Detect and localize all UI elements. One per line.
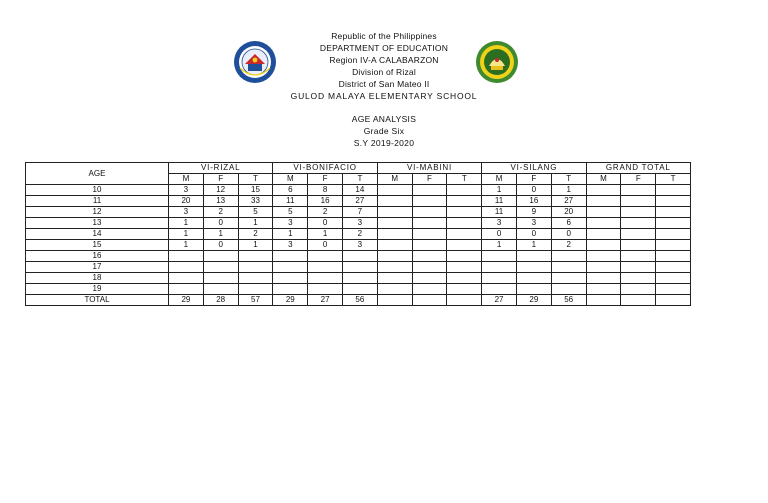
count-cell: 3 (482, 218, 517, 229)
count-cell (412, 218, 447, 229)
count-cell: 6 (273, 185, 308, 196)
school-seal-icon (475, 40, 519, 84)
report-heading (0, 113, 768, 149)
header-line-district: District of San Mateo II (338, 79, 430, 89)
count-cell (447, 262, 482, 273)
count-cell (482, 251, 517, 262)
table-row (26, 262, 691, 273)
count-cell (621, 185, 656, 196)
count-cell (447, 229, 482, 240)
count-cell (342, 273, 377, 284)
count-cell (273, 284, 308, 295)
count-cell: 20 (551, 207, 586, 218)
count-cell (273, 262, 308, 273)
count-cell: 0 (516, 185, 551, 196)
count-cell: 1 (308, 229, 343, 240)
count-cell: 3 (273, 240, 308, 251)
count-cell (551, 251, 586, 262)
count-cell: 2 (308, 207, 343, 218)
group-header-bonifacio: VI-BONIFACIO (273, 163, 377, 174)
count-cell: 0 (482, 229, 517, 240)
count-cell (551, 284, 586, 295)
age-analysis-table (25, 162, 691, 306)
count-cell (482, 284, 517, 295)
table-row (26, 251, 691, 262)
count-cell (586, 262, 621, 273)
count-cell: 12 (203, 185, 238, 196)
table-row (26, 240, 691, 251)
count-cell (621, 251, 656, 262)
count-cell (273, 251, 308, 262)
count-cell (447, 284, 482, 295)
count-cell (238, 273, 273, 284)
total-cell: 57 (238, 295, 273, 306)
total-cell: 29 (273, 295, 308, 306)
count-cell: 5 (238, 207, 273, 218)
sub-header-female: F (412, 174, 447, 185)
sub-header-male: M (169, 174, 204, 185)
count-cell: 20 (169, 196, 204, 207)
total-cell (656, 295, 691, 306)
age-cell: 18 (26, 273, 169, 284)
count-cell: 11 (273, 196, 308, 207)
count-cell (203, 284, 238, 295)
age-cell: 10 (26, 185, 169, 196)
count-cell (342, 262, 377, 273)
table-group-header-row (26, 163, 691, 174)
age-cell: 14 (26, 229, 169, 240)
count-cell: 1 (482, 240, 517, 251)
count-cell: 1 (169, 218, 204, 229)
sub-header-male: M (273, 174, 308, 185)
header-line-division: Division of Rizal (352, 67, 416, 77)
count-cell (656, 185, 691, 196)
total-label: TOTAL (26, 295, 169, 306)
count-cell: 0 (308, 218, 343, 229)
count-cell (342, 284, 377, 295)
count-cell: 3 (273, 218, 308, 229)
school-name: GULOD MALAYA ELEMENTARY SCHOOL (290, 91, 478, 101)
count-cell (412, 229, 447, 240)
count-cell (621, 196, 656, 207)
sub-header-total: T (238, 174, 273, 185)
count-cell: 33 (238, 196, 273, 207)
group-header-grand-total: GRAND TOTAL (586, 163, 690, 174)
table-row (26, 196, 691, 207)
count-cell (551, 273, 586, 284)
table-total-row (26, 295, 691, 306)
sub-header-total: T (656, 174, 691, 185)
count-cell (377, 229, 412, 240)
count-cell (377, 273, 412, 284)
count-cell: 1 (169, 229, 204, 240)
group-header-mabini: VI-MABINI (377, 163, 481, 174)
sub-header-total: T (342, 174, 377, 185)
report-title: AGE ANALYSIS (351, 114, 417, 124)
report-school-year: S.Y 2019-2020 (353, 138, 415, 148)
count-cell (203, 273, 238, 284)
count-cell: 1 (203, 229, 238, 240)
count-cell (516, 284, 551, 295)
count-cell (656, 273, 691, 284)
count-cell: 0 (516, 229, 551, 240)
count-cell (551, 262, 586, 273)
count-cell: 14 (342, 185, 377, 196)
count-cell (656, 262, 691, 273)
header-line-region: Region IV-A CALABARZON (329, 55, 439, 65)
count-cell: 1 (238, 240, 273, 251)
age-cell: 13 (26, 218, 169, 229)
total-cell (621, 295, 656, 306)
age-cell: 19 (26, 284, 169, 295)
table-row (26, 207, 691, 218)
count-cell (586, 207, 621, 218)
count-cell (656, 229, 691, 240)
count-cell: 27 (551, 196, 586, 207)
count-cell: 3 (169, 185, 204, 196)
count-cell (586, 273, 621, 284)
count-cell: 0 (551, 229, 586, 240)
count-cell (482, 262, 517, 273)
count-cell (203, 251, 238, 262)
count-cell: 0 (203, 218, 238, 229)
count-cell (656, 218, 691, 229)
count-cell: 9 (516, 207, 551, 218)
count-cell (308, 273, 343, 284)
count-cell: 3 (169, 207, 204, 218)
count-cell: 0 (203, 240, 238, 251)
group-header-silang: VI-SILANG (482, 163, 586, 174)
total-cell: 56 (551, 295, 586, 306)
count-cell (412, 284, 447, 295)
count-cell (377, 262, 412, 273)
count-cell: 11 (482, 207, 517, 218)
count-cell (656, 251, 691, 262)
total-cell: 27 (308, 295, 343, 306)
count-cell: 27 (342, 196, 377, 207)
count-cell: 3 (342, 218, 377, 229)
count-cell (586, 240, 621, 251)
count-cell: 2 (203, 207, 238, 218)
age-cell: 11 (26, 196, 169, 207)
count-cell (621, 207, 656, 218)
total-cell: 29 (516, 295, 551, 306)
age-cell: 17 (26, 262, 169, 273)
sub-header-female: F (203, 174, 238, 185)
count-cell (621, 273, 656, 284)
sub-header-male: M (586, 174, 621, 185)
letterhead (0, 30, 768, 102)
count-cell (586, 196, 621, 207)
table-body (26, 185, 691, 295)
count-cell: 6 (551, 218, 586, 229)
count-cell (447, 218, 482, 229)
count-cell (377, 196, 412, 207)
count-cell (412, 240, 447, 251)
count-cell: 1 (482, 185, 517, 196)
count-cell (412, 185, 447, 196)
count-cell (308, 284, 343, 295)
count-cell (308, 262, 343, 273)
count-cell (377, 218, 412, 229)
count-cell (656, 284, 691, 295)
count-cell (482, 273, 517, 284)
age-cell: 16 (26, 251, 169, 262)
sub-header-female: F (621, 174, 656, 185)
count-cell (656, 240, 691, 251)
count-cell (412, 196, 447, 207)
total-cell (586, 295, 621, 306)
sub-header-male: M (482, 174, 517, 185)
count-cell: 2 (551, 240, 586, 251)
count-cell (621, 218, 656, 229)
deped-seal-icon (233, 40, 277, 84)
count-cell (621, 240, 656, 251)
group-header-rizal: VI-RIZAL (169, 163, 273, 174)
total-cell: 56 (342, 295, 377, 306)
count-cell (169, 273, 204, 284)
header-line-republic: Republic of the Philippines (331, 31, 437, 41)
count-cell: 2 (342, 229, 377, 240)
count-cell: 7 (342, 207, 377, 218)
count-cell (377, 251, 412, 262)
table-row (26, 284, 691, 295)
count-cell: 2 (238, 229, 273, 240)
count-cell (621, 284, 656, 295)
count-cell (621, 262, 656, 273)
count-cell: 3 (516, 218, 551, 229)
count-cell (412, 207, 447, 218)
count-cell (621, 229, 656, 240)
table-row (26, 273, 691, 284)
age-column-header: AGE (26, 163, 169, 185)
report-grade: Grade Six (363, 126, 405, 136)
count-cell: 0 (308, 240, 343, 251)
count-cell (586, 185, 621, 196)
count-cell (447, 185, 482, 196)
count-cell (238, 251, 273, 262)
count-cell (377, 240, 412, 251)
total-cell (377, 295, 412, 306)
sub-header-total: T (551, 174, 586, 185)
count-cell (586, 229, 621, 240)
count-cell (273, 273, 308, 284)
count-cell (412, 251, 447, 262)
count-cell (447, 196, 482, 207)
sub-header-total: T (447, 174, 482, 185)
count-cell: 1 (516, 240, 551, 251)
count-cell: 16 (516, 196, 551, 207)
count-cell (656, 196, 691, 207)
table-row (26, 218, 691, 229)
count-cell (169, 284, 204, 295)
table-row (26, 229, 691, 240)
count-cell: 1 (169, 240, 204, 251)
total-cell: 27 (482, 295, 517, 306)
count-cell: 11 (482, 196, 517, 207)
sub-header-male: M (377, 174, 412, 185)
count-cell: 8 (308, 185, 343, 196)
count-cell: 1 (238, 218, 273, 229)
count-cell (586, 251, 621, 262)
header-line-department: DEPARTMENT OF EDUCATION (319, 43, 449, 53)
count-cell (169, 251, 204, 262)
count-cell (412, 273, 447, 284)
count-cell (308, 251, 343, 262)
count-cell (586, 284, 621, 295)
count-cell (447, 240, 482, 251)
count-cell (377, 284, 412, 295)
count-cell (516, 251, 551, 262)
count-cell (412, 262, 447, 273)
count-cell: 5 (273, 207, 308, 218)
count-cell (342, 251, 377, 262)
count-cell (516, 273, 551, 284)
count-cell: 1 (273, 229, 308, 240)
count-cell (169, 262, 204, 273)
count-cell (586, 218, 621, 229)
count-cell (447, 207, 482, 218)
count-cell: 3 (342, 240, 377, 251)
count-cell (203, 262, 238, 273)
count-cell: 13 (203, 196, 238, 207)
count-cell: 1 (551, 185, 586, 196)
age-cell: 15 (26, 240, 169, 251)
count-cell: 16 (308, 196, 343, 207)
total-cell: 28 (203, 295, 238, 306)
count-cell (656, 207, 691, 218)
count-cell (516, 262, 551, 273)
sub-header-female: F (516, 174, 551, 185)
total-cell: 29 (169, 295, 204, 306)
count-cell (447, 273, 482, 284)
count-cell (377, 185, 412, 196)
count-cell (238, 262, 273, 273)
total-cell (447, 295, 482, 306)
count-cell (238, 284, 273, 295)
count-cell: 15 (238, 185, 273, 196)
age-cell: 12 (26, 207, 169, 218)
count-cell (447, 251, 482, 262)
count-cell (377, 207, 412, 218)
table-row (26, 185, 691, 196)
total-cell (412, 295, 447, 306)
sub-header-female: F (308, 174, 343, 185)
